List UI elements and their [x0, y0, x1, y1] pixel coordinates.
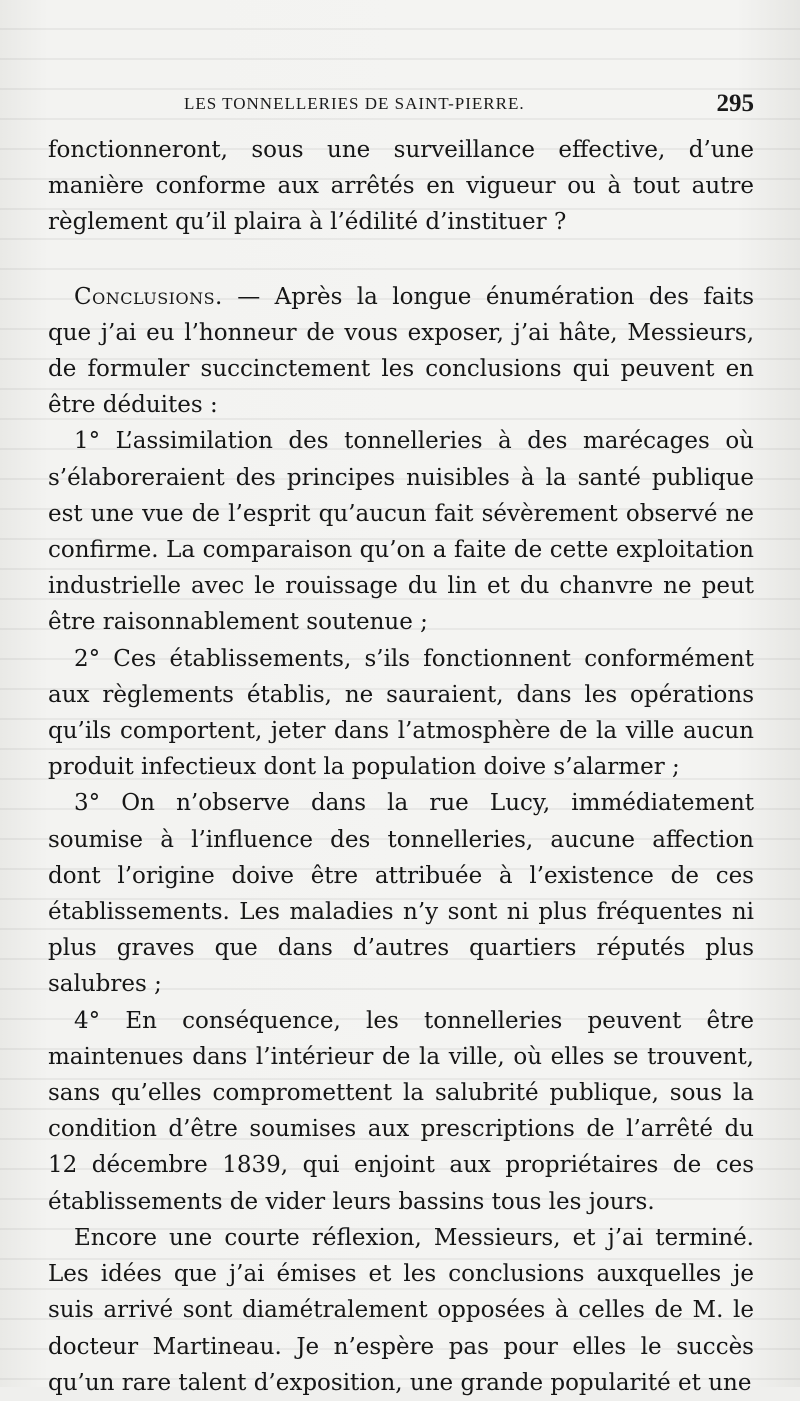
conclusions-label: Conclusions.: [74, 283, 223, 310]
conclusion-item-3: 3° On n’observe dans la rue Lucy, immédiatement soumise à l’influence des tonnelleries, aucune affection dont l’origine doive être attribuée à l’existence de ces établissements. Les maladies n’y sont ni plus fréquentes ni plus graves que dans d’autres quartiers réputés plus salubres ;: [48, 790, 754, 998]
conclusion-item-4: 4° En conséquence, les tonnelleries peuvent être maintenues dans l’intérieur de la ville, où elles se trouvent, sans qu’elles compromettent la salubrité publique, sous la condition d’être soumises aux prescriptions de l’arrêté du 12 décembre 1839, qui enjoint aux propriétaires de ces établissements de vider leurs bassins tous les jours.: [48, 1007, 754, 1215]
conclusion-item-2: 2° Ces établissements, s’ils fonctionnent conformément aux règlements établis, ne sauraient, dans les opérations qu’ils comportent, jeter dans l’atmosphère de la ville aucun produit infectieux dont la population doive s’alarmer ;: [48, 645, 754, 781]
running-title: LES TONNELLERIES DE SAINT-PIERRE.: [184, 94, 525, 113]
running-header: [48, 92, 754, 122]
body-text: [48, 132, 754, 1401]
closing-paragraph: Encore une courte réflexion, Messieurs, et j’ai terminé. Les idées que j’ai émises et les conclusions auxquelles je suis arrivé sont diamétralement opposées à celles de M. le docteur Martineau. Je n’espère pas pour elles le succès qu’un rare talent d’exposition, une grande popularité et une: [48, 1224, 754, 1396]
conclusions-intro: — Après la longue énumération des faits que j’ai eu l’honneur de vous exposer, j’ai hâte, Messieurs, de formuler succinctement les conclusions qui peuvent en être déduites :: [48, 283, 754, 419]
paragraph-conclusions: [48, 279, 754, 424]
paragraph-continuation: fonctionneront, sous une surveillance effective, d’une manière conforme aux arrêtés en vigueur ou à tout autre règlement qu’il plaira à l’édilité d’instituer ?: [48, 137, 754, 236]
conclusion-item-1: 1° L’assimilation des tonnelleries à des marécages où s’élaboreraient des principes nuisibles à la santé publique est une vue de l’esprit qu’aucun fait sévèrement observé ne confirme. La comparaison qu’on a faite de cette exploitation industrielle avec le rouissage du lin et du chanvre ne peut être raisonnablement soutenue ;: [48, 428, 754, 636]
page-number: 295: [716, 90, 754, 117]
